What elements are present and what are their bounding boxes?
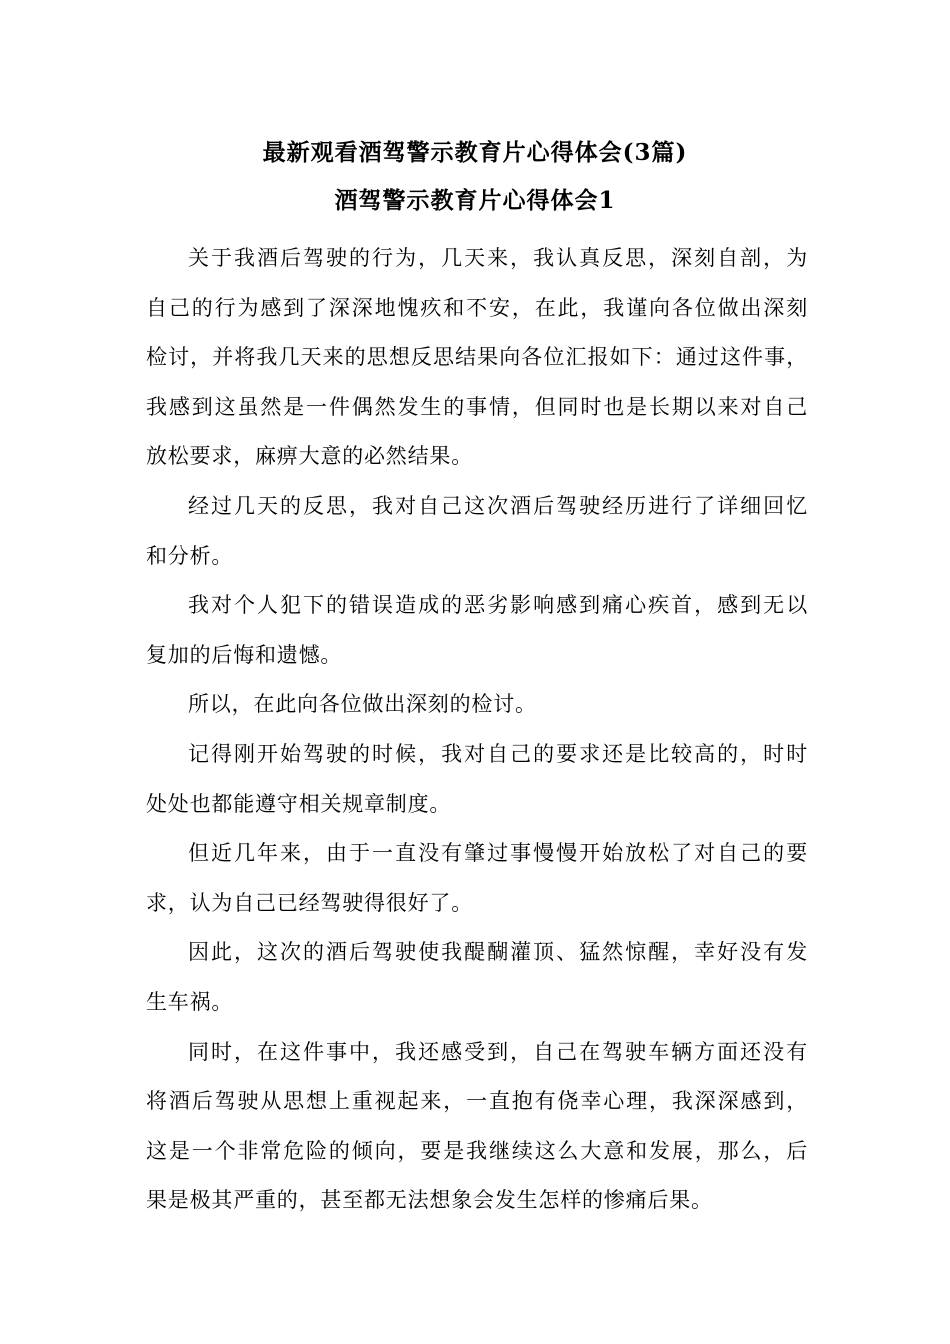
paragraph-line: 经过几天的反思，我对自己这次酒后驾驶经历进行了详细回忆: [188, 493, 808, 518]
paragraph-line: 但近几年来，由于一直没有肇过事慢慢开始放松了对自己的要: [188, 841, 808, 866]
paragraph: [146, 928, 808, 1027]
paragraph-line: 所以，在此向各位做出深刻的检讨。: [188, 692, 537, 717]
paragraph: [146, 680, 808, 730]
paragraph-line: 这是一个非常危险的倾向，要是我继续这么大意和发展，那么，后: [146, 1138, 808, 1163]
paragraph-line: 自己的行为感到了深深地愧疚和不安，在此，我谨向各位做出深刻: [146, 295, 808, 320]
paragraph: [146, 829, 808, 928]
paragraph-line: 同时，在这件事中，我还感受到，自己在驾驶车辆方面还没有: [188, 1039, 808, 1064]
paragraph: [146, 1028, 808, 1226]
paragraph: [146, 730, 808, 829]
paragraph-line: 求，认为自己已经驾驶得很好了。: [146, 890, 473, 915]
paragraph-line: 记得刚开始驾驶的时候，我对自己的要求还是比较高的，时时: [188, 741, 808, 766]
paragraph-line: 因此，这次的酒后驾驶使我醍醐灌顶、猛然惊醒，幸好没有发: [188, 940, 808, 965]
paragraph-line: 和分析。: [146, 543, 234, 568]
paragraph-line: 将酒后驾驶从思想上重视起来，一直抱有侥幸心理，我深深感到，: [146, 1089, 808, 1114]
paragraph-line: 生车祸。: [146, 989, 234, 1014]
paragraph: [146, 234, 808, 482]
paragraph-line: 关于我酒后驾驶的行为，几天来，我认真反思，深刻自剖，为: [188, 246, 808, 270]
paragraph-line: 我对个人犯下的错误造成的恶劣影响感到痛心疾首，感到无以: [188, 593, 808, 618]
paragraph-line: 处处也都能遵守相关规章制度。: [146, 791, 452, 816]
paragraph: [146, 482, 808, 581]
paragraph-line: 我感到这虽然是一件偶然发生的事情，但同时也是长期以来对自己: [146, 394, 808, 419]
paragraph-line: 检讨，并将我几天来的思想反思结果向各位汇报如下：通过这件事，: [146, 345, 808, 370]
document-body: [146, 234, 808, 1226]
paragraph-line: 复加的后悔和遗憾。: [146, 642, 343, 667]
document-title: 最新观看酒驾警示教育片心得体会(3篇): [262, 139, 688, 166]
paragraph: [146, 581, 808, 680]
paragraph-line: 果是极其严重的，甚至都无法想象会发生怎样的惨痛后果。: [146, 1188, 713, 1213]
document-subtitle: 酒驾警示教育片心得体会1: [334, 187, 616, 214]
paragraph-line: 放松要求，麻痹大意的必然结果。: [146, 444, 473, 469]
